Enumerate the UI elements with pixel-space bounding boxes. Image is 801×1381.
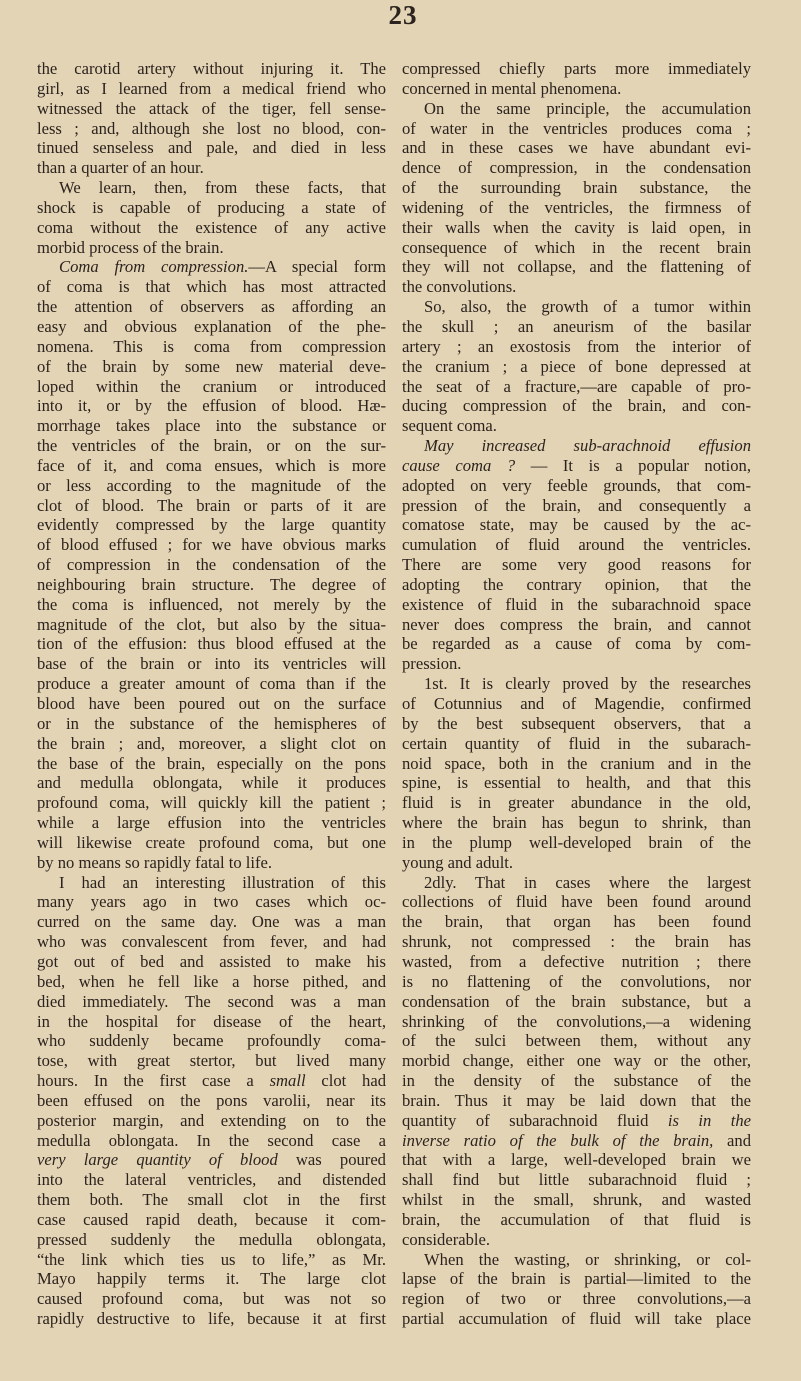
text-line: where the brain has begun to shrink, than [402, 813, 751, 833]
text-line: easy and obvious explanation of the phe- [37, 316, 386, 336]
text-line: of Cotunnius and of Magendie, confirmed [402, 694, 751, 713]
text-line: ducing compression of the brain, and con- [402, 396, 751, 416]
text-segment: —A special form [248, 257, 386, 277]
text-line: than a quarter of an hour. [37, 158, 204, 178]
text-line: On the same principle, the accumulation [424, 98, 751, 118]
text-line: loped within the cranium or introduced [37, 376, 386, 396]
text-line: profound coma, will quickly kill the patient ; [37, 793, 386, 813]
text-line: pressed suddenly the medulla oblongata, [37, 1229, 386, 1249]
text-line: will likewise create profound coma, but one [37, 832, 386, 852]
text-line: the seat of a fracture,—are capable of pro- [402, 376, 751, 396]
text-line: witnessed the attack of the tiger, fell sense- [37, 98, 386, 118]
text-line: comatose state, may be caused by the ac- [402, 515, 751, 535]
text-line: into it, or by the effusion of blood. Hæ- [37, 396, 386, 416]
text-line [37, 257, 386, 277]
text-line: of blood effused ; for we have obvious marks [37, 535, 386, 555]
text-segment: — It is a popular notion, [515, 455, 751, 475]
text-line: tinued senseless and pale, and died in less [37, 138, 386, 158]
italic-text: May increased sub-arachnoid effusion [424, 436, 751, 456]
text-line: fluid is in greater abundance in the old, [402, 793, 751, 813]
text-line: morrhage takes place into the substance or [37, 416, 386, 436]
text-line: of compression in the condensation of the [37, 555, 386, 575]
text-line: sequent coma. [402, 416, 497, 436]
text-line: coma without the existence of any active [37, 217, 386, 237]
text-line: they will not collapse, and the flattening of [402, 257, 751, 277]
text-line: lapse of the brain is partial—limited to the [402, 1269, 751, 1289]
text-line: So, also, the growth of a tumor within [424, 297, 751, 317]
text-line: young and adult. [402, 852, 514, 872]
text-line: dence of compression, in the condensation [402, 158, 751, 178]
text-segment: clot had [305, 1071, 386, 1091]
text-line: region of two or three convolutions,—a [402, 1289, 751, 1309]
text-line: shock is capable of producing a state of [37, 197, 386, 217]
text-line: or less according to the magnitude of the [37, 475, 386, 495]
text-line: by no means so rapidly fatal to life. [37, 852, 273, 872]
text-line: the brain, that organ has been found [402, 912, 751, 932]
text-line: whilst in the small, shrunk, and wasted [402, 1190, 751, 1210]
text-column-right [402, 59, 751, 1329]
text-line: got out of bed and assisted to make his [37, 951, 386, 971]
text-line: clot of blood. The brain or parts of it are [37, 495, 386, 515]
text-line: blood have been poured out on the surface [37, 694, 386, 713]
text-line: pression of the brain, and consequently a [402, 495, 751, 515]
text-line: adopting the contrary opinion, that the [402, 574, 751, 594]
text-line: caused profound coma, but was not so [37, 1289, 386, 1309]
text-line: “the link which ties us to life,” as Mr. [37, 1249, 386, 1269]
text-line: partial accumulation of fluid will take place [402, 1309, 751, 1329]
text-line: 1st. It is clearly proved by the researches [424, 674, 751, 694]
text-line: nomena. This is coma from compression [37, 336, 386, 356]
text-line: into the lateral ventricles, and distended [37, 1170, 386, 1190]
text-line: case caused rapid death, because it com- [37, 1209, 386, 1229]
text-line: the base of the brain, especially on the pons [37, 753, 386, 773]
text-line: collections of fluid have been found around [402, 892, 751, 912]
text-line: brain. Thus it may be laid down that the [402, 1090, 751, 1110]
text-line: the attention of observers as affording an [37, 297, 386, 317]
text-line: certain quantity of fluid in the subarach- [402, 733, 751, 753]
text-line: neighbouring brain structure. The degree of [37, 574, 386, 594]
text-line: wasted, from a defective nutrition ; there [402, 951, 751, 971]
text-line: artery ; an exostosis from the interior of [402, 336, 751, 356]
text-line: considerable. [402, 1229, 491, 1249]
italic-text: very large quantity of blood [37, 1150, 278, 1170]
text-segment: hours. In the first case a [37, 1071, 270, 1091]
text-line: the carotid artery without injuring it. The [37, 59, 386, 78]
text-line [402, 456, 751, 476]
text-line [402, 1131, 751, 1151]
text-line: in the density of the substance of the [402, 1071, 751, 1091]
text-line: medulla oblongata. In the second case a [37, 1130, 386, 1150]
text-line: shrinking of the convolutions,—a widening [402, 1011, 751, 1031]
text-line: and in these cases we have abundant evi- [402, 138, 751, 158]
text-line [37, 1071, 386, 1091]
text-line: the convolutions. [402, 277, 517, 297]
text-line: be regarded as a cause of coma by com- [402, 634, 751, 654]
text-line: or in the substance of the hemispheres of [37, 713, 386, 733]
text-segment: and [713, 1130, 751, 1150]
text-line: died immediately. The second was a man [37, 991, 386, 1011]
text-line: never does compress the brain, and cannot [402, 614, 751, 634]
text-line: less ; and, although she lost no blood, con- [37, 118, 386, 138]
text-line: produce a greater amount of coma than if the [37, 674, 386, 694]
text-line: curred on the same day. One was a man [37, 912, 386, 932]
italic-text: Coma from compression. [59, 257, 249, 277]
italic-text: inverse ratio of the bulk of the brain, [402, 1130, 714, 1150]
text-line: We learn, then, from these facts, that [59, 178, 386, 198]
text-line: tose, with great stertor, but lived many [37, 1051, 386, 1071]
text-line: There are some very good reasons for [402, 555, 751, 575]
text-line: been effused on the pons varolii, near its [37, 1090, 386, 1110]
text-line: pression. [402, 654, 462, 674]
text-line: condensation of the brain substance, but a [402, 991, 751, 1011]
text-line: consequence of which in the recent brain [402, 237, 751, 257]
text-line: morbid change, either one way or the other, [402, 1051, 751, 1071]
text-line: of the brain by some new material deve- [37, 356, 386, 376]
text-line: When the wasting, or shrinking, or col- [424, 1249, 751, 1269]
text-line: the skull ; an aneurism of the basilar [402, 316, 751, 336]
text-line: existence of fluid in the subarachnoid space [402, 594, 751, 614]
text-line: base of the brain or into its ventricles will [37, 654, 386, 674]
text-line: tion of the effusion: thus blood effused at the [37, 634, 386, 654]
text-line [37, 1150, 386, 1170]
text-line: compressed chiefly parts more immediately [402, 59, 751, 78]
text-line: posterior margin, and extending on to the [37, 1110, 386, 1130]
text-line: and medulla oblongata, while it produces [37, 773, 386, 793]
text-line: widening of the ventricles, the firmness of [402, 197, 751, 217]
text-line: of the sulci between them, without any [402, 1031, 751, 1051]
text-line: rapidly destructive to life, because it at first [37, 1309, 386, 1329]
text-line: who was convalescent from fever, and had [37, 932, 386, 952]
text-line: in the plump well-developed brain of the [402, 832, 751, 852]
page-number: 23 [388, 0, 418, 30]
text-line: I had an interesting illustration of this [59, 872, 386, 892]
text-line: 2dly. That in cases where the largest [424, 872, 751, 892]
text-line: concerned in mental phenomena. [402, 78, 622, 98]
text-line: them both. The small clot in the first [37, 1190, 386, 1210]
text-segment: was poured [277, 1150, 386, 1170]
text-line: girl, as I learned from a medical friend who [37, 78, 386, 98]
text-line: the brain ; and, moreover, a slight clot on [37, 733, 386, 753]
text-line: noid space, both in the cranium and in the [402, 753, 751, 773]
text-line: bed, when he fell like a horse pithed, and [37, 971, 386, 991]
text-line: is no flattening of the convolutions, nor [402, 971, 751, 991]
text-line: the ventricles of the brain, or on the sur- [37, 436, 386, 456]
text-line: shall find but little subarachnoid fluid ; [402, 1170, 751, 1190]
text-line: by the best subsequent observers, that a [402, 713, 751, 733]
text-line: shrunk, not compressed : the brain has [402, 932, 751, 952]
text-line: their walls when the cavity is laid open, in [402, 217, 751, 237]
text-line: morbid process of the brain. [37, 237, 224, 257]
text-line: in the hospital for disease of the heart, [37, 1011, 386, 1031]
text-line: of the surrounding brain substance, the [402, 178, 751, 198]
text-line: Mayo happily terms it. The large clot [37, 1269, 386, 1289]
text-line: cumulation of fluid around the ventricles. [402, 535, 751, 555]
text-line: evidently compressed by the large quantity [37, 515, 386, 535]
text-segment: quantity of subarachnoid fluid [402, 1110, 668, 1130]
text-line: magnitude of the clot, but also by the situa- [37, 614, 386, 634]
text-line: many years ago in two cases which oc- [37, 892, 386, 912]
italic-text: small [269, 1071, 306, 1091]
text-line: adopted on very feeble grounds, that com- [402, 475, 751, 495]
text-line [402, 436, 751, 456]
text-line: the coma is influenced, not merely by the [37, 594, 386, 614]
text-line: spine, is essential to health, and that this [402, 773, 751, 793]
text-line: of water in the ventricles produces coma ; [402, 118, 751, 138]
text-line: while a large effusion into the ventricles [37, 813, 386, 833]
text-line: the cranium ; a piece of bone depressed at [402, 356, 751, 376]
text-line: that with a large, well-developed brain we [402, 1150, 751, 1170]
text-line: who suddenly became profoundly coma- [37, 1031, 386, 1051]
text-line: brain, the accumulation of that fluid is [402, 1209, 751, 1229]
italic-text: cause coma ? [402, 455, 516, 475]
text-line: face of it, and coma ensues, which is more [37, 455, 386, 475]
text-line [402, 1111, 751, 1131]
text-line: of coma is that which has most attracted [37, 277, 386, 297]
text-column-left [37, 59, 386, 1329]
italic-text: is in the [667, 1110, 751, 1130]
